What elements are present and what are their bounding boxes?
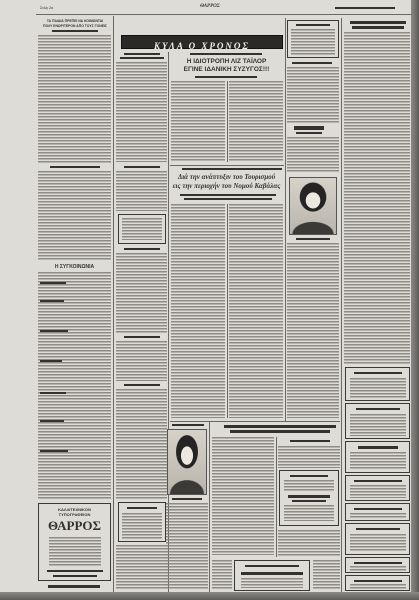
ad-text [350,584,406,589]
tourism-subtitle [180,194,276,196]
tourism-headline-line2: εις την περιοχήν του Νομού Καβάλας [172,182,281,190]
ad-text [350,513,406,519]
tourism-subtitle [184,198,272,200]
photo-caption [296,238,330,240]
article-body [38,171,111,261]
column-rule [341,18,342,592]
notice-text [122,218,162,240]
classified-ad [345,441,410,473]
listing-body [116,341,167,381]
listing-bold-line [40,450,68,452]
article-body [166,503,208,590]
section-title-transport: Η ΣΥΓΚΟΙΝΩΝΙΑ [54,264,95,270]
column-rule [276,437,277,557]
ad-heading [354,480,402,482]
bottom-notice-line [48,585,100,588]
ad-heading [354,508,402,510]
article-body [278,446,340,468]
col2-heading [124,336,160,338]
listing-body [116,389,167,499]
scan-edge-right [411,0,419,600]
header-rule [36,14,412,15]
announcement-text [284,480,334,492]
ad-heading [356,528,400,530]
column-rule [209,422,210,592]
listing-bold-line [40,420,64,422]
announcement-heading [288,495,330,498]
article-body [38,35,111,163]
listing-bold-line [40,300,64,302]
classified-ad [345,367,410,401]
ad-address-line [47,570,103,572]
ad-heading [245,565,299,567]
article-body [212,437,274,555]
col1-headline-line2: ΠΟΛΥ ΕΝΩΡΙΤΕΡΟΝ ΑΠΟ ΤΟΥΣ ΓΟΝΕΙΣ [43,24,107,28]
announcement-heading [292,500,326,502]
col2-heading [124,53,160,55]
column-rule [285,18,286,421]
article-body [278,530,340,556]
classified-ad [345,403,410,439]
column-rule [113,16,114,592]
info-box [287,20,339,58]
notice-box [118,214,166,244]
listing-bold-line [40,282,66,284]
column-rule [227,204,228,418]
feature-kicker [190,53,262,55]
notice-heading [127,507,157,509]
exhibition-headline [224,425,336,428]
col6-headline [350,21,406,24]
classified-ad [345,475,410,501]
announcement-text [284,505,334,521]
page-label: Σελίς 2α [40,6,54,10]
info-box-text [291,29,335,55]
classified-ad [345,523,410,555]
article-body [287,243,339,418]
ad-heading [241,572,303,575]
listing-body [116,62,167,162]
masthead: ΘΑΡΡΟΣ [200,4,220,9]
col5-heading [292,62,332,64]
article-body [171,204,225,418]
ad-line2: ΤΥΠΟΓΡΑΦΕΙΟΝ [58,512,91,517]
ad-text [350,566,406,571]
ad-text [241,578,303,588]
announcement-box [279,470,339,526]
classified-ad [345,575,410,591]
classified-ad [345,503,410,521]
photo-caption [172,424,204,426]
article-body [287,137,339,173]
ad-heading [354,580,402,582]
col5-subheading [296,132,322,134]
column-banner [121,35,283,49]
ad-text [350,485,406,498]
article-body [229,81,283,162]
col2-heading [124,248,160,250]
col6-headline [352,26,404,29]
col1-headline-line1: ΤΑ ΠΑΙΔΙΑ ΠΡΕΠΕΙ ΝΑ ΚΟΙΜΩΝΤΑΙ [46,19,104,23]
tourism-kicker [182,168,282,170]
print-shop-ad [38,503,111,581]
ad-heading [358,446,398,449]
scan-edge-bottom [0,592,419,600]
section-rule [170,165,284,166]
feature-headline-line2: ΕΓΙΝΕ ΙΔΑΝΙΚΗ ΣΥΖΥΓΟΣ!!! [183,66,270,73]
date-line [335,7,395,9]
ad-text [350,452,406,470]
column-rule [227,81,228,162]
feature-subheadline [195,76,257,78]
info-box-heading [296,24,330,26]
portrait-photo [167,429,207,495]
ad-heading [356,408,400,410]
article-body [171,81,225,162]
photo-caption [172,498,202,500]
article-body [344,32,410,364]
listing-body [116,171,167,211]
ad-text [350,378,406,398]
col5-heading [294,126,324,130]
article-body [229,204,283,418]
col2-heading [124,166,160,168]
ad-text [49,537,101,567]
ad-line1: ΚΑΛΛΙΤΕΧΝΙΚΟΝ [58,507,91,512]
ad-text [350,534,406,552]
exhibition-headline [230,430,330,433]
article-body [313,560,340,590]
listing-bold-line [40,360,62,362]
listing-bold-line [40,330,68,332]
notice-box [118,502,166,542]
tourism-headline-line1: Διά την ανάπτυξιν του Τουρισμού [177,173,276,181]
column-banner-title: ΚΥΛΑ Ο ΧΡΟΝΟΣ [154,41,250,51]
ad-heading [354,562,402,564]
listing-bold-line [40,392,66,394]
ad-text [350,414,406,436]
article-body [212,560,232,590]
announcement-heading [290,475,328,477]
col2-heading [120,57,164,59]
feature-headline-line1: Η ΙΔΙΟΤΡΟΠΗ ΛΙΖ ΤΑΪΛΟΡ [186,58,267,65]
listing-body [116,253,167,333]
col1-subhead [52,30,98,32]
portrait-photo [289,177,337,235]
notice-text [122,513,162,539]
section-rule [170,421,340,422]
business-ad [234,560,310,591]
article-body [287,67,339,123]
ad-brand-name: ΘΑΡΡΟΣ [47,518,102,533]
col1-subhead [50,166,100,168]
col-heading [290,440,330,442]
transport-listing [38,272,111,500]
col2-heading [124,384,160,386]
ad-heading [354,372,402,374]
ad-address-line [53,575,97,577]
listing-body [116,545,167,590]
classified-ad [345,557,410,573]
